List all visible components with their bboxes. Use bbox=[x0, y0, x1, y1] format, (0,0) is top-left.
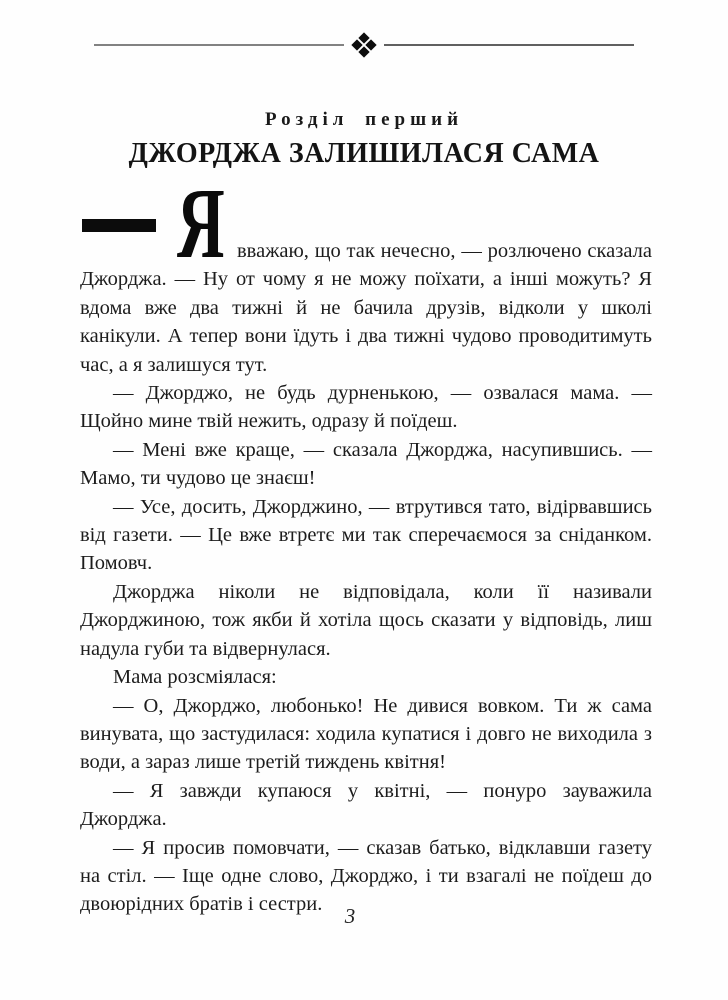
paragraph-6: Мама розсміялася: bbox=[113, 666, 277, 689]
paragraph-9: — Я просив помовчати, — сказав батько, відклавши газету на стіл. — Іще одне слово, Джорджо, і ти взагалі не поїдеш до двоюрідних братів і сестри. bbox=[80, 836, 652, 916]
paragraph-4: — Усе, досить, Джорджино, — втрутився тато, відірвавшись від газети. — Це вже втретє ми так сперечаємося за сніданком. Помовч. bbox=[80, 495, 652, 575]
paragraph-1 bbox=[80, 237, 652, 379]
paragraph-8: — Я завжди купаюся у квітні, — понуро зауважила Джорджа. bbox=[80, 779, 652, 831]
chapter-number-heading: Розділ перший bbox=[264, 109, 464, 130]
chapter-title-heading: ДЖОРДЖА ЗАЛИШИЛАСЯ САМА bbox=[128, 138, 600, 169]
page-number: 3 bbox=[344, 904, 356, 928]
paragraph-5: Джорджа ніколи не відповідала, коли її називали Джорджиною, тож якби й хотіла щось сказати у відповідь, лиш надула губи та відвернулася. bbox=[80, 580, 652, 660]
dropcap-letter: Я bbox=[177, 168, 225, 280]
body-text bbox=[80, 168, 652, 919]
paragraph-7: — О, Джорджо, любонько! Не дивися вовком. Ти ж сама винувата, що застудилася: ходила купатися і довго не виходила з води, а зараз лише третій тиждень квітня! bbox=[80, 694, 652, 774]
paragraph-1-text: вважаю, що так нечесно, — розлючено сказала Джорджа. — Ну от чому я не можу поїхати, а інші можуть? Я вдома вже два тижні й не бачила друзів, відколи у школі канікули. А тепер вони їдуть і два тижні чудово проводитимуть час, а я залишуся тут. bbox=[80, 240, 652, 376]
dropcap-dash bbox=[82, 219, 156, 232]
diamond-ornament-icon bbox=[352, 33, 376, 57]
divider-rule-left bbox=[94, 44, 344, 46]
divider-rule-right bbox=[384, 44, 634, 46]
paragraph-2: — Джорджо, не будь дурненькою, — озвалася мама. — Щойно мине твій нежить, одразу й поїдеш. bbox=[80, 382, 652, 433]
header-divider bbox=[94, 33, 634, 57]
paragraph-3: — Мені вже краще, — сказала Джорджа, насупившись. — Мамо, ти чудово це знаєш! bbox=[80, 438, 652, 490]
